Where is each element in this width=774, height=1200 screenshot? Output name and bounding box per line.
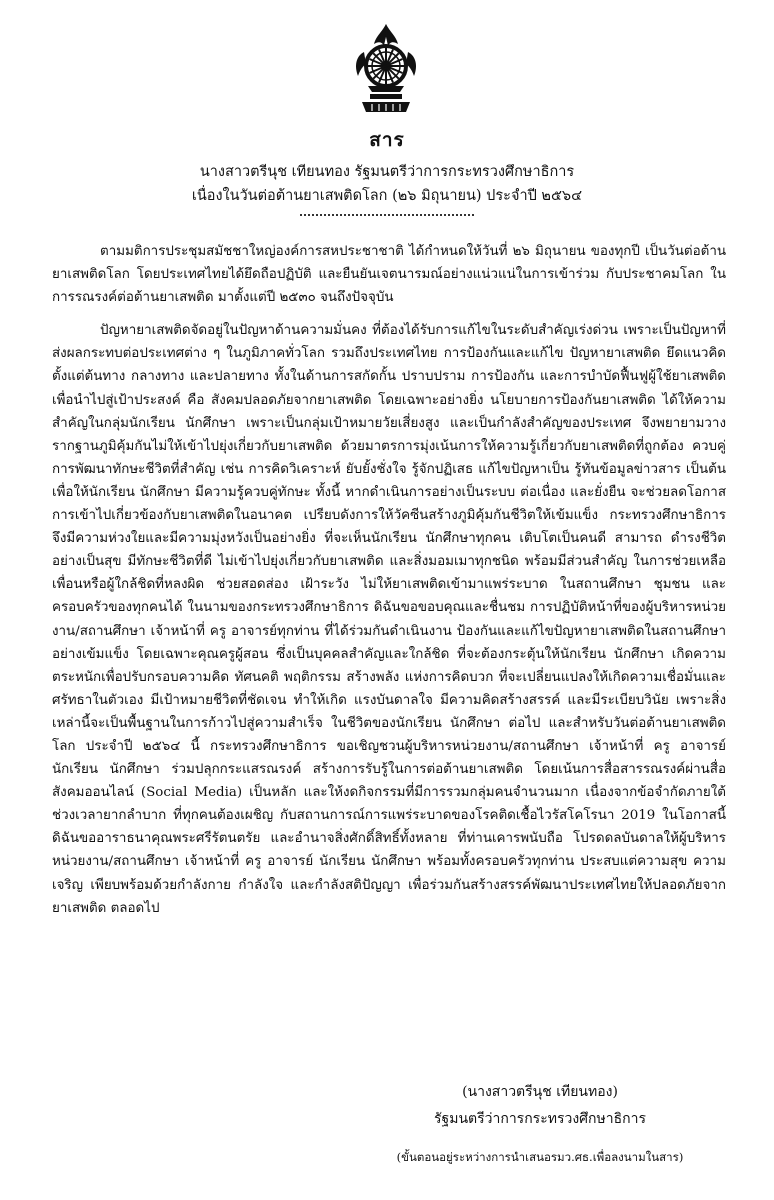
dharmachakra-emblem-icon <box>346 22 426 114</box>
signature-footnote: (ขั้นตอนอยู่ระหว่างการนำเสนอรมว.ศธ.เพื่อลงนามในสาร) <box>396 1150 684 1164</box>
letter-title: สาร <box>369 129 405 151</box>
dotted-divider <box>300 214 474 216</box>
letter-subtitle-occasion: เนื่องในวันต่อต้านยาเสพติดโลก (๒๖ มิถุนายน) ประจำปี ๒๕๖๔ <box>191 188 583 204</box>
body-paragraph-1: ตามมติการประชุมสมัชชาใหญ่องค์การสหประชาชาติ ได้กำหนดให้วันที่ ๒๖ มิถุนายน ของทุกปี เป็นวันต่อต้านยาเสพติดโลก โดยประเทศไทยได้ยึดถือปฏิบัติ และยืนยันเจตนารมณ์อย่างแน่วแน่ในการเข้าร่วม กับประชาคมโลก ในการรณรงค์ต่อต้านยาเสพติด มาตั้งแต่ปี ๒๕๓๐ จนถึงปัจจุบัน <box>52 244 726 306</box>
body-paragraph-2: ปัญหายาเสพติดจัดอยู่ในปัญหาด้านความมั่นคง ที่ต้องได้รับการแก้ไขในระดับสำคัญเร่งด่วน เพราะเป็นปัญหาที่ส่งผลกระทบต่อประเทศต่าง ๆ ในภูมิภาคทั่วโลก รวมถึงประเทศไทย การป้องกันและแก้ไข ปัญหายาเสพติด ยึดแนวคิดตั้งแต่ต้นทาง กลางทาง และปลายทาง ทั้งในด้านการสกัดกั้น ปราบปราม การป้องกัน และการบำบัดฟื้นฟูผู้ใช้ยาเสพติด เพื่อนำไปสู่เป้าประสงค์ คือ สังคมปลอดภัยจากยาเสพติด โดยเฉพาะอย่างยิ่ง นโยบายการป้องกันยาเสพติด ได้ให้ความสำคัญในกลุ่มนักเรียน นักศึกษา เพราะเป็นกลุ่มเป้าหมายวัยเสี่ยงสูง และเป็นกำลังสำคัญของประเทศ จึงพยายามวางรากฐานภูมิคุ้มกันไม่ให้เข้าไปยุ่งเกี่ยวกับยาเสพติด ด้วยมาตรการมุ่งเน้นการให้ความรู้เกี่ยวกับยาเสพติดที่ถูกต้อง ควบคู่การพัฒนาทักษะชีวิตที่สำคัญ เช่น การคิดวิเคราะห์ ยับยั้งชั่งใจ รู้จักปฏิเสธ แก้ไขปัญหาเป็น รู้ทันข้อมูลข่าวสาร เป็นต้น เพื่อให้นักเรียน นักศึกษา มีความรู้ควบคู่ทักษะ ทั้งนี้ หากดำเนินการอย่างเป็นระบบ ต่อเนื่อง และยั่งยืน จะช่วยลดโอกาส การเข้าไปเกี่ยวข้องกับยาเสพติดในอนาคต เปรียบดังการให้วัคซีนสร้างภูมิคุ้มกันชีวิตให้เข้มแข็ง กระทรวงศึกษาธิการ จึงมีความห่วงใยและมีความมุ่งหวังเป็นอย่างยิ่ง ที่จะเห็นนักเรียน นักศึกษาทุกคน เติบโตเป็นคนดี สามารถ ดำรงชีวิตอย่างเป็นสุข มีทักษะชีวิตที่ดี ไม่เข้าไปยุ่งเกี่ยวกับยาเสพติด และสิ่งมอมเมาทุกชนิด พร้อมมีส่วนสำคัญ ในการช่วยเหลือเพื่อนหรือผู้ใกล้ชิดที่หลงผิด ช่วยสอดส่อง เฝ้าระวัง ไม่ให้ยาเสพติดเข้ามาแพร่ระบาด ในสถานศึกษา ชุมชน และครอบครัวของทุกคนได้ ในนามของกระทรวงศึกษาธิการ ดิฉันขอขอบคุณและชื่นชม การปฏิบัติหน้าที่ของผู้บริหารหน่วยงาน/สถานศึกษา เจ้าหน้าที่ ครู อาจารย์ทุกท่าน ที่ได้ร่วมกันดำเนินงาน ป้องกันและแก้ไขปัญหายาเสพติดในสถานศึกษาอย่างเข้มแข็ง โดยเฉพาะคุณครูผู้สอน ซึ่งเป็นบุคคลสำคัญและใกล้ชิด ที่จะต้องกระตุ้นให้นักเรียน นักศึกษา เกิดความตระหนักเพื่อปรับกรอบความคิด ทัศนคติ พฤติกรรม สร้างพลัง แห่งการคิดบวก ที่จะเปลี่ยนแปลงให้เกิดความเชื่อมั่นและศรัทธาในตัวเอง มีเป้าหมายชีวิตที่ชัดเจน ทำให้เกิด แรงบันดาลใจ มีความคิดสร้างสรรค์ และมีระเบียบวินัย เพราะสิ่งเหล่านี้จะเป็นพื้นฐานในการก้าวไปสู่ความสำเร็จ ในชีวิตของนักเรียน นักศึกษา ต่อไป และสำหรับวันต่อต้านยาเสพติดโลก ประจำปี ๒๕๖๔ นี้ กระทรวงศึกษาธิการ ขอเชิญชวนผู้บริหารหน่วยงาน/สถานศึกษา เจ้าหน้าที่ ครู อาจารย์ นักเรียน นักศึกษา ร่วมปลุกกระแสรณรงค์ สร้างการรับรู้ในการต่อต้านยาเสพติด โดยเน้นการสื่อสารรณรงค์ผ่านสื่อสังคมออนไลน์ (Social Media) เป็นหลัก และให้งดกิจกรรมที่มีการรวมกลุ่มคนจำนวนมาก เนื่องจากข้อจำกัดภายใต้ช่วงเวลายากลำบาก ที่ทุกคนต้องเผชิญ กับสถานการณ์การแพร่ระบาดของโรคติดเชื้อไวรัสโคโรนา 2019 ในโอกาสนี้ ดิฉันขออาราธนาคุณพระศรีรัตนตรัย และอำนาจสิ่งศักดิ์สิทธิ์ทั้งหลาย ที่ท่านเคารพนับถือ โปรดดลบันดาลให้ผู้บริหารหน่วยงาน/สถานศึกษา เจ้าหน้าที่ ครู อาจารย์ นักเรียน นักศึกษา พร้อมทั้งครอบครัวทุกท่าน ประสบแต่ความสุข ความเจริญ เพียบพร้อมด้วยกำลังกาย กำลังใจ และกำลังสติปัญญา เพื่อร่วมกันสร้างสรรค์พัฒนาประเทศไทยให้ปลอดภัยจากยาเสพติด ตลอดไป <box>52 323 726 916</box>
signature-name: (นางสาวตรีนุช เทียนทอง) <box>462 1084 618 1100</box>
letter-subtitle-author: นางสาวตรีนุช เทียนทอง รัฐมนตรีว่าการกระทรวงศึกษาธิการ <box>199 164 575 180</box>
letter-body <box>52 240 726 920</box>
signature-title: รัฐมนตรีว่าการกระทรวงศึกษาธิการ <box>433 1111 647 1127</box>
